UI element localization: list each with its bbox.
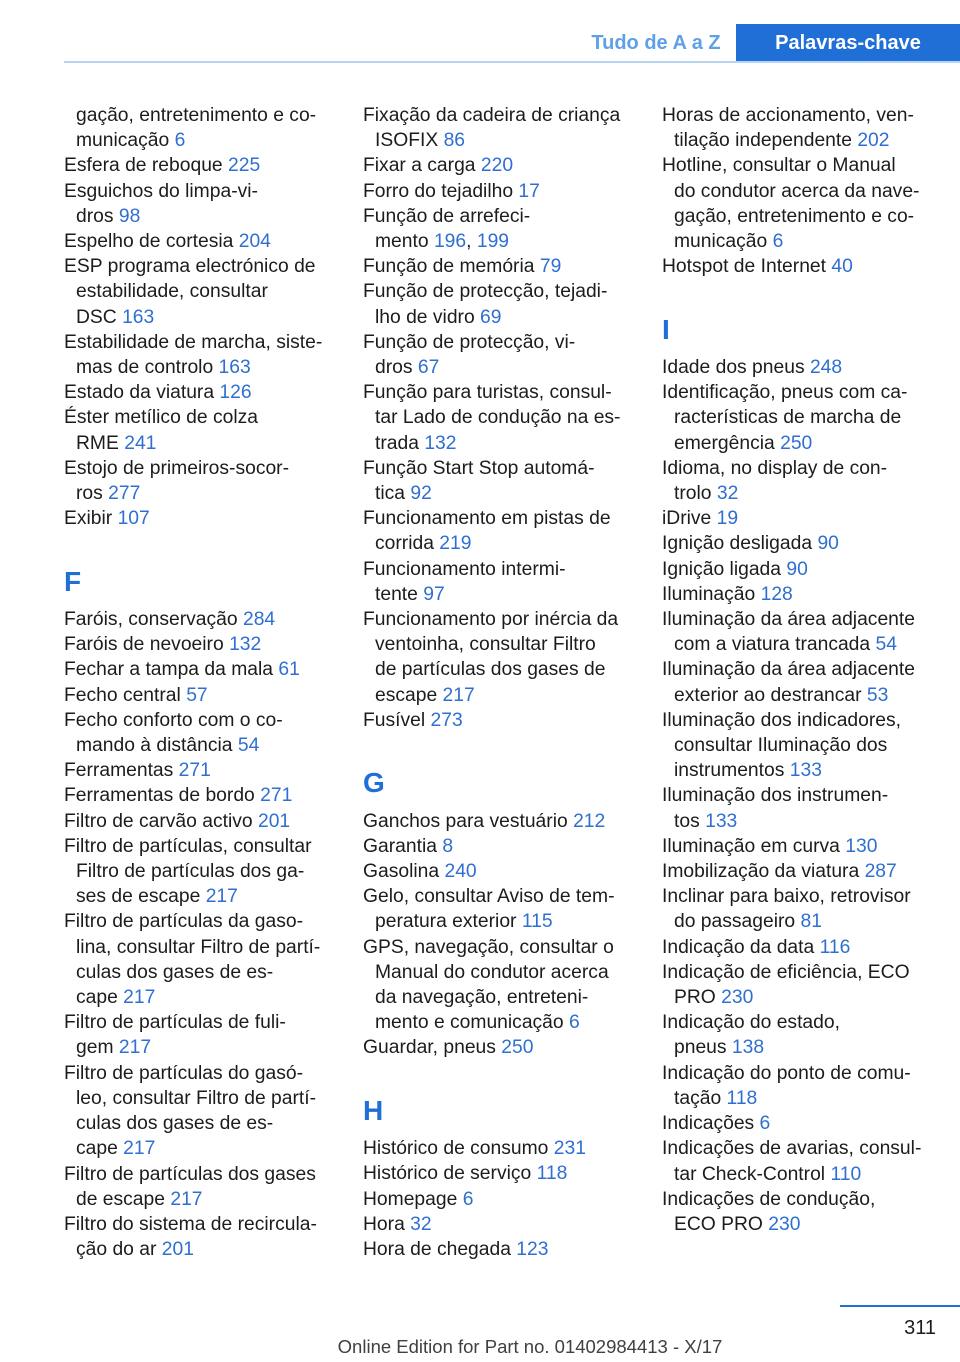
page-reference-link[interactable]: 118: [726, 1087, 758, 1109]
index-entry: [662, 456, 934, 506]
index-term: Fecho central: [64, 684, 181, 706]
index-entry: [662, 960, 934, 1010]
index-term: Funcionamento em pistas de corrida: [363, 508, 611, 555]
page-reference-link[interactable]: 219: [439, 533, 472, 555]
page-reference-link[interactable]: 230: [721, 987, 754, 1009]
page-reference-link[interactable]: 204: [238, 231, 271, 253]
index-term: Fusível: [363, 709, 426, 731]
index-entry: [363, 456, 635, 506]
index-entry: [363, 557, 635, 607]
page-reference-link[interactable]: 163: [122, 306, 155, 328]
page-reference-link[interactable]: 54: [237, 735, 260, 757]
page-reference-link[interactable]: 115: [521, 911, 553, 933]
page-reference-link[interactable]: 128: [760, 583, 793, 605]
index-term: Faróis, conservação: [64, 609, 238, 631]
page-reference-link[interactable]: 32: [410, 1213, 432, 1235]
index-entry: [363, 1161, 635, 1186]
page-reference-link[interactable]: 8: [442, 835, 454, 857]
index-entry: [662, 1187, 934, 1237]
page-reference-link[interactable]: 69: [480, 306, 502, 328]
index-term: Iluminação dos instrumen- tos: [662, 785, 889, 832]
page-reference-link[interactable]: 97: [423, 583, 445, 605]
page-reference-link[interactable]: 90: [786, 558, 808, 580]
page-reference-link[interactable]: 32: [716, 483, 739, 505]
index-term: Ferramentas de bordo: [64, 785, 255, 807]
index-entry: [64, 330, 336, 380]
index-entry: [363, 708, 635, 733]
page-reference-link[interactable]: 86: [443, 130, 466, 152]
page-reference-link[interactable]: 287: [864, 861, 897, 883]
index-term: Guardar, pneus: [363, 1037, 496, 1059]
index-term: Iluminação da área adjacente exterior ao destrancar: [662, 659, 915, 706]
index-term: Iluminação em curva: [662, 835, 840, 857]
index-term: Esguichos do limpa-vi- dros: [64, 180, 258, 227]
index-entry: [662, 1136, 934, 1186]
page-reference-link[interactable]: 241: [124, 432, 157, 454]
index-column-2: [363, 103, 635, 1262]
page-reference-link[interactable]: 240: [444, 861, 477, 883]
index-entry: [363, 809, 635, 834]
page-reference-link[interactable]: 212: [573, 810, 606, 832]
page-reference-link[interactable]: 277: [108, 483, 141, 505]
index-entry: [64, 758, 336, 783]
index-term: Hotline, consultar o Manual do condutor acerca da nave- gação, entretenimento e co- municação: [662, 155, 920, 253]
index-entry: [363, 1035, 635, 1060]
page-reference-link[interactable]: 250: [780, 432, 813, 454]
page-reference-link[interactable]: 225: [228, 155, 261, 177]
index-term: Indicação do ponto de comu- tação: [662, 1062, 911, 1109]
index-term: Função Start Stop automá- tica: [363, 457, 595, 505]
page-reference-link[interactable]: 54: [875, 634, 897, 656]
page-reference-link[interactable]: 17: [518, 180, 540, 202]
index-entry: [64, 1212, 336, 1262]
index-term: Garantia: [363, 835, 437, 857]
page-reference-link[interactable]: 199: [476, 231, 510, 253]
page-reference-link[interactable]: 217: [118, 1037, 152, 1059]
page-reference-link[interactable]: 92: [410, 483, 432, 505]
index-entry: [64, 683, 336, 708]
page-reference-link[interactable]: 132: [424, 432, 457, 454]
index-term: Faróis de nevoeiro: [64, 634, 224, 656]
index-term: Indicações: [662, 1113, 755, 1135]
index-term: Indicações de condução, ECO PRO: [662, 1188, 876, 1235]
section-spacer: [662, 279, 934, 304]
index-entry: [662, 783, 934, 833]
index-letter-heading: H: [363, 1094, 384, 1126]
index-entry: [64, 632, 336, 657]
index-term: Indicações de avarias, consul- tar Check-Control: [662, 1138, 922, 1185]
index-term: Histórico de serviço: [363, 1163, 532, 1185]
page-reference-link[interactable]: 6: [462, 1188, 474, 1210]
index-term: Função de memória: [363, 256, 535, 278]
index-term: Fecho conforto com o co- mando à distância: [64, 709, 283, 757]
index-term: Fixar a carga: [363, 155, 476, 177]
index-entry: [64, 179, 336, 229]
index-term: Histórico de consumo: [363, 1138, 549, 1160]
index-entry: [662, 380, 934, 456]
index-term: Gasolina: [363, 861, 440, 883]
page-number: 311: [904, 1317, 936, 1339]
index-term: Espelho de cortesia: [64, 231, 234, 253]
index-term: Fixação da cadeira de criança ISOFIX: [363, 105, 621, 152]
index-entry: [662, 859, 934, 884]
index-term: Indicação do estado, pneus: [662, 1012, 840, 1059]
index-entry: [662, 657, 934, 707]
index-entry: [363, 254, 635, 279]
index-term: Hora de chegada: [363, 1239, 511, 1261]
index-term: Funcionamento por inércia da ventoinha, consultar Filtro de partículas dos gases de escape: [363, 609, 619, 706]
page-reference-link[interactable]: 123: [516, 1239, 549, 1261]
index-letter-heading: I: [662, 313, 670, 345]
page-reference-link[interactable]: 250: [501, 1037, 534, 1059]
index-entry: [363, 506, 635, 556]
index-entry: [662, 1111, 934, 1136]
index-term: Forro do tejadilho: [363, 180, 514, 202]
index-term: Ferramentas: [64, 760, 174, 782]
index-entry: [64, 229, 336, 254]
index-term: Função de arrefeci- mento: [363, 205, 531, 253]
index-letter-heading: G: [363, 767, 385, 799]
index-entry: [662, 355, 934, 380]
index-term: iDrive: [662, 508, 712, 530]
page-reference-link[interactable]: 6: [772, 231, 784, 253]
index-term: Idade dos pneus: [662, 357, 805, 378]
index-term: Estojo de primeiros-socor- ros: [64, 457, 290, 505]
page-reference-link[interactable]: 132: [229, 634, 262, 656]
index-term: Filtro de carvão activo: [64, 810, 253, 832]
page-reference-link[interactable]: 98: [118, 205, 141, 227]
index-term: Fechar a tampa da mala: [64, 659, 273, 681]
index-term: ESP programa electrónico de estabilidade, consultar DSC: [64, 256, 316, 328]
index-entry: [64, 708, 336, 758]
index-entry: [363, 859, 635, 884]
index-term: Hora: [363, 1213, 405, 1235]
index-term: GPS, navegação, consultar o Manual do condutor acerca da navegação, entreteni- mento e comunicação: [363, 936, 614, 1034]
index-entry: [363, 279, 635, 329]
page-reference-link[interactable]: 271: [178, 760, 211, 782]
page-reference-link[interactable]: 79: [539, 256, 562, 278]
index-term: gação, entretenimento e co- municação: [76, 105, 317, 152]
index-entry: [363, 179, 635, 204]
page-reference-link[interactable]: 126: [219, 382, 252, 404]
index-entry: [64, 909, 336, 1010]
index-term: Identificação, pneus com ca- racterísticas de marcha de emergência: [662, 382, 908, 454]
index-term: Função de protecção, tejadi- lho de vidro: [363, 281, 608, 328]
index-entry: [64, 1061, 336, 1162]
index-term: Iluminação dos indicadores, consultar Iluminação dos instrumentos: [662, 709, 902, 782]
index-term: Filtro do sistema de recircula- ção do ar: [64, 1213, 317, 1261]
header-divider: [64, 61, 960, 63]
page-reference-link[interactable]: 67: [417, 357, 440, 379]
section-spacer: [363, 1061, 635, 1086]
page-reference-link[interactable]: 217: [205, 886, 238, 908]
index-entry: [363, 103, 635, 153]
page-reference-link[interactable]: 271: [260, 785, 293, 807]
page-reference-link[interactable]: 19: [716, 508, 739, 530]
index-entry: [64, 783, 336, 808]
page-reference-link[interactable]: 133: [789, 760, 822, 782]
page-reference-link[interactable]: 248: [809, 357, 843, 378]
index-term: Indicação da data: [662, 936, 815, 958]
index-term: Filtro de partículas, consultar Filtro de partículas dos ga- ses de escape: [64, 835, 312, 908]
index-entry: [64, 607, 336, 632]
page-reference-link[interactable]: 53: [866, 684, 889, 706]
page-reference-link[interactable]: 110: [830, 1163, 862, 1185]
index-entry: [64, 254, 336, 330]
page-reference-link[interactable]: 163: [218, 357, 251, 379]
index-entry: [662, 103, 934, 153]
page-reference-link[interactable]: 284: [242, 609, 276, 631]
index-entry: [662, 1061, 934, 1111]
page-reference-link[interactable]: 90: [817, 533, 839, 555]
index-entry: [363, 607, 635, 708]
page-reference-link[interactable]: 81: [800, 911, 822, 933]
page-reference-link[interactable]: 40: [831, 256, 853, 278]
index-term: Esfera de reboque: [64, 155, 223, 177]
page-reference-link[interactable]: 196: [433, 231, 467, 253]
page-reference-link[interactable]: 6: [759, 1113, 771, 1135]
index-term: Homepage: [363, 1188, 458, 1210]
page-reference-link[interactable]: 217: [123, 1138, 156, 1160]
index-entry: [363, 1237, 635, 1262]
index-entry: [662, 884, 934, 934]
index-term: Estado da viatura: [64, 382, 215, 404]
page-reference-link[interactable]: 116: [819, 936, 851, 958]
index-entry: [64, 456, 336, 506]
page-reference-link[interactable]: 230: [768, 1213, 801, 1235]
index-term: Éster metílico de colza RME: [64, 407, 258, 454]
index-term: Iluminação: [662, 583, 756, 605]
index-term: Filtro de partículas de fuli- gem: [64, 1012, 286, 1059]
index-term: Idioma, no display de con- trolo: [662, 457, 888, 505]
index-term: Função para turistas, consul- tar Lado de condução na es- trada: [363, 382, 621, 454]
keywords-tab: Palavras-chave: [736, 24, 960, 62]
section-spacer: [363, 733, 635, 758]
index-term: Filtro de partículas da gaso- lina, consultar Filtro de partí- culas dos gases de es- cape: [64, 911, 321, 1009]
edition-note: Online Edition for Part no. 01402984413 - X/17: [337, 1336, 723, 1357]
index-entry: [64, 506, 336, 531]
page-reference-link[interactable]: 118: [536, 1163, 568, 1185]
page-reference-link[interactable]: 217: [170, 1188, 203, 1210]
index-entry: [662, 153, 934, 254]
page-reference-link[interactable]: 6: [174, 130, 186, 152]
index-entry: [64, 380, 336, 405]
index-term: Ignição desligada: [662, 533, 813, 555]
index-entry: [363, 1212, 635, 1237]
index-entry: [662, 506, 934, 531]
index-entry: [363, 330, 635, 380]
page-reference-link[interactable]: 57: [186, 684, 208, 706]
index-term: Hotspot de Internet: [662, 256, 826, 278]
index-term: Ganchos para vestuário: [363, 810, 568, 832]
index-entry: [64, 103, 336, 153]
page-reference-link[interactable]: 273: [430, 709, 463, 731]
index-entry: Função de arrefeci- mento 196, 199: [363, 205, 531, 253]
index-entry: [662, 708, 934, 784]
page-reference-link[interactable]: 61: [278, 659, 300, 681]
page-reference-link[interactable]: 201: [257, 810, 291, 832]
index-entry: [662, 1010, 934, 1060]
page-reference-link[interactable]: 130: [845, 835, 878, 857]
index-entry: [662, 834, 934, 859]
index-entry: [662, 935, 934, 960]
section-spacer: [64, 531, 336, 556]
page-reference-link[interactable]: 217: [442, 684, 475, 706]
index-entry: [64, 1010, 336, 1060]
page-reference-link[interactable]: 138: [731, 1037, 765, 1059]
index-entry: [363, 884, 635, 934]
index-term: Funcionamento intermi- tente: [363, 558, 566, 605]
index-term: Gelo, consultar Aviso de tem- peratura exterior: [363, 886, 615, 933]
index-term: Imobilização da viatura: [662, 861, 860, 883]
index-entry: [363, 153, 635, 178]
index-term: Exibir: [64, 508, 113, 530]
index-entry: [363, 380, 635, 456]
page-reference-link[interactable]: 231: [553, 1138, 586, 1160]
page-reference-link[interactable]: 133: [705, 810, 738, 832]
page-reference-link[interactable]: 107: [117, 508, 150, 530]
page-reference-link[interactable]: 220: [480, 155, 514, 177]
index-letter-heading: F: [64, 565, 82, 597]
index-entry: [363, 935, 635, 1036]
footer-divider: [840, 1305, 960, 1307]
index-entry: [64, 657, 336, 682]
index-entry: [363, 1187, 635, 1212]
page-reference-link[interactable]: 202: [857, 130, 890, 152]
index-entry: [64, 405, 336, 455]
index-entry: [64, 1162, 336, 1212]
index-term: Estabilidade de marcha, siste- mas de controlo: [64, 331, 323, 379]
page-reference-link[interactable]: 201: [161, 1239, 194, 1261]
index-entry: [64, 809, 336, 834]
index-column-1: [64, 103, 336, 1262]
index-term: Horas de accionamento, ven- tilação independente: [662, 105, 914, 152]
page-reference-link[interactable]: 217: [123, 987, 156, 1009]
index-term: Filtro de partículas do gasó- leo, consultar Filtro de partí- culas dos gases de es- cape: [64, 1062, 317, 1160]
index-entry: [363, 1136, 635, 1161]
index-entry: [662, 582, 934, 607]
index-term: Iluminação da área adjacente com a viatura trancada: [662, 609, 915, 656]
index-entry: [662, 254, 934, 279]
index-term: Ignição ligada: [662, 558, 781, 580]
index-entry: [662, 531, 934, 556]
section-tab-a-to-z: Tudo de A a Z: [591, 31, 721, 54]
index-term: Indicação de eficiência, ECO PRO: [662, 961, 910, 1009]
index-term: Filtro de partículas dos gases de escape: [64, 1163, 316, 1210]
index-entry: [662, 607, 934, 657]
index-entry: [363, 834, 635, 859]
index-entry: [64, 834, 336, 910]
index-term: Função de protecção, vi- dros: [363, 331, 576, 379]
page-reference-link[interactable]: 6: [569, 1012, 580, 1034]
index-column-3: [662, 103, 934, 1237]
index-entry: [662, 557, 934, 582]
index-entry: [64, 153, 336, 178]
index-term: Inclinar para baixo, retrovisor do passageiro: [662, 886, 911, 933]
